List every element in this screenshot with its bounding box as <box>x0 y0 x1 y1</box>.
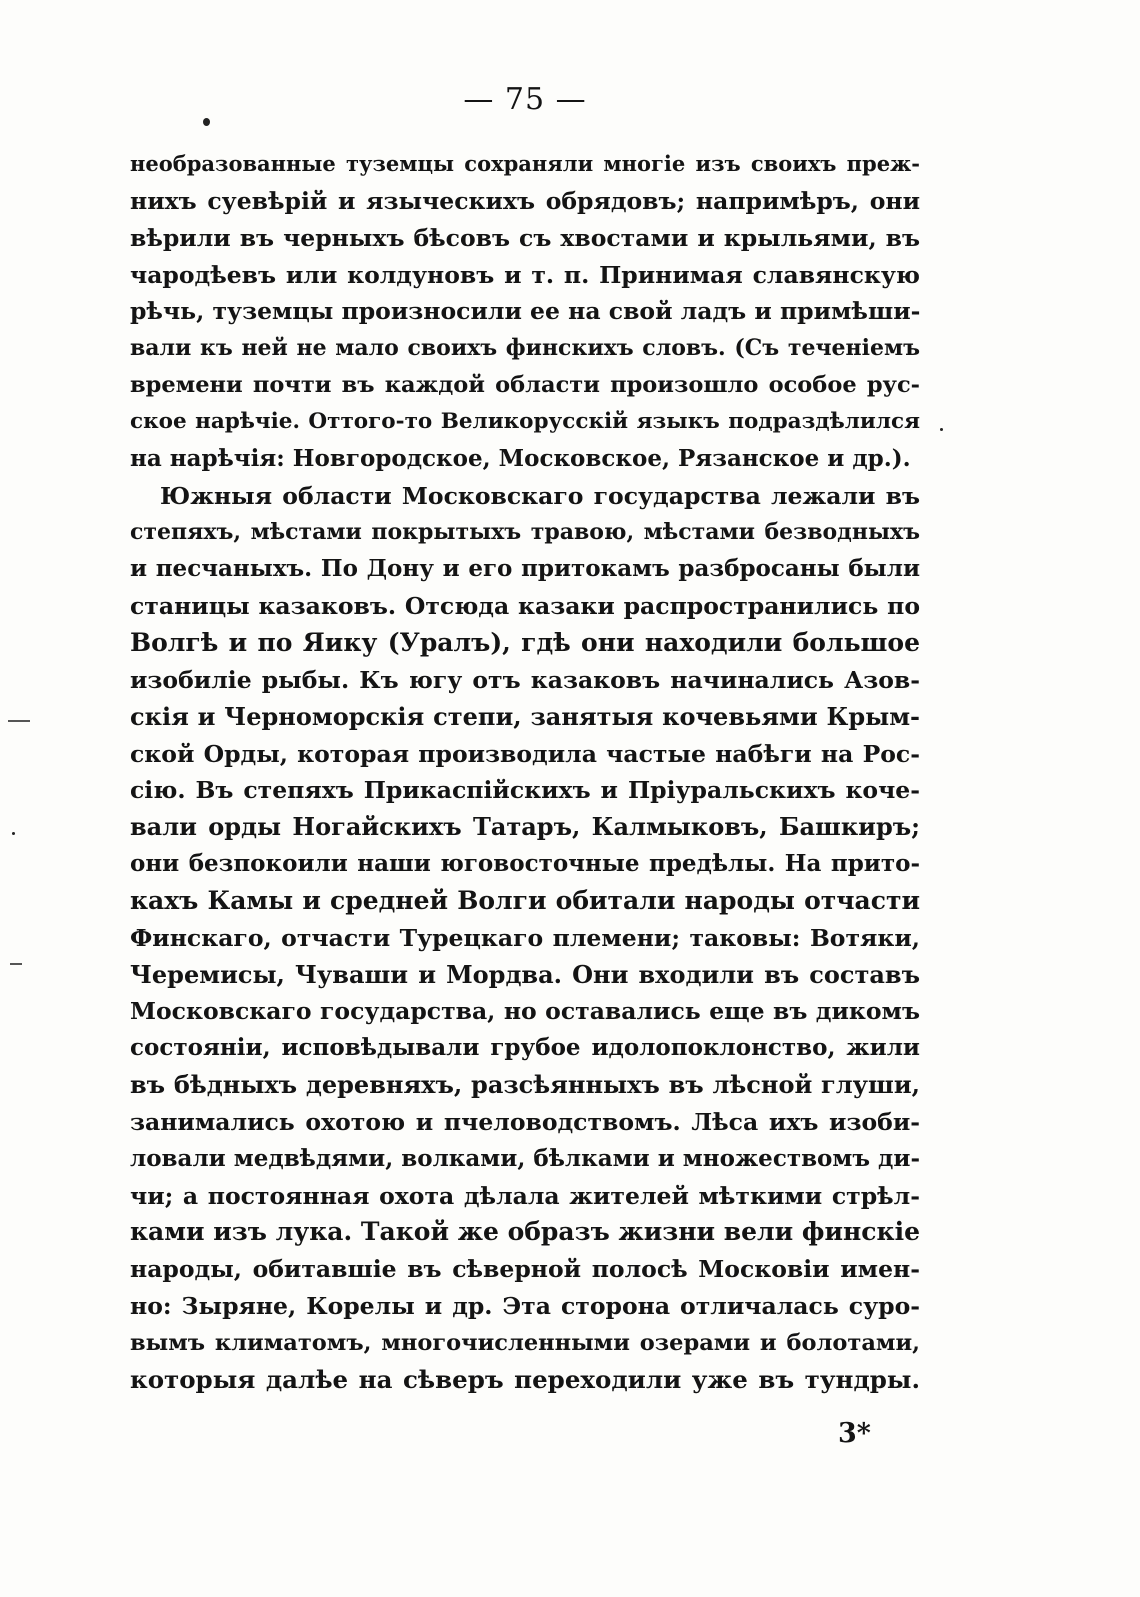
ink-speck <box>203 118 210 126</box>
scan-mark <box>8 720 30 722</box>
text-line: станицы казаковъ. Отсюда казаки распространились по <box>130 592 920 621</box>
text-line: Южныя области Московскаго государства лежали въ <box>160 481 920 510</box>
text-line: состояніи, исповѣдывали грубое идолопоклонство, жили <box>130 1034 920 1062</box>
text-line: Волгѣ и по Яику (Уралъ), гдѣ они находили большое <box>130 627 920 657</box>
text-line: и песчаныхъ. По Дону и его притокамъ разбросаны были <box>130 555 920 583</box>
text-line: сію. Въ степяхъ Прикаспійскихъ и Пріуральскихъ коче- <box>130 776 920 805</box>
text-line: времени почти въ каждой области произошло особое рус- <box>130 372 920 399</box>
text-line: скія и Черноморскія степи, занятыя кочевьями Крым- <box>130 701 920 731</box>
text-line: Черемисы, Чуваши и Мордва. Они входили въ составъ <box>130 959 920 989</box>
paragraph-2 <box>130 478 920 1399</box>
paragraph-1 <box>130 146 920 478</box>
text-line: ловали медвѣдями, волками, бѣлками и множествомъ ди- <box>130 1144 920 1172</box>
text-line: вали орды Ногайскихъ Татаръ, Калмыковъ, Башкиръ; <box>130 812 920 842</box>
text-line: народы, обитавшіе въ сѣверной полосѣ Московіи имен- <box>130 1255 920 1284</box>
text-line: вѣрили въ черныхъ бѣсовъ съ хвостами и крыльями, въ <box>130 223 920 252</box>
text-line: занимались охотою и пчеловодствомъ. Лѣса ихъ изоби- <box>130 1107 920 1136</box>
text-line: нихъ суевѣрій и языческихъ обрядовъ; напримѣръ, они <box>130 186 920 215</box>
text-line: ками изъ лука. Такой же образъ жизни вели финскіе <box>130 1217 920 1247</box>
text-line: чи; а постоянная охота дѣлала жителей мѣткими стрѣл- <box>130 1181 920 1210</box>
text-line: Московскаго государства, но оставались еще въ дикомъ <box>130 997 920 1026</box>
text-line: кахъ Камы и средней Волги обитали народы отчасти <box>130 885 920 915</box>
text-line: на нарѣчія: Новгородское, Московское, Рязанское и др.). <box>130 444 911 472</box>
text-line: необразованные туземцы сохраняли многіе изъ своихъ преж- <box>130 151 920 176</box>
text-line: ское нарѣчіе. Оттого-то Великорусскій языкъ подраздѣлился <box>130 408 920 434</box>
text-line: степяхъ, мѣстами покрытыхъ травою, мѣстами безводныхъ <box>130 519 920 546</box>
text-line: Финскаго, отчасти Турецкаго племени; таковы: Вотяки, <box>130 923 920 952</box>
text-line: но: Зыряне, Корелы и др. Эта сторона отличалась суро- <box>130 1292 920 1321</box>
ink-speck <box>12 832 15 835</box>
scan-mark <box>10 963 22 965</box>
text-line: рѣчь, туземцы произносили ее на свой ладъ и примѣши- <box>130 297 921 326</box>
text-line: вымъ климатомъ, многочисленными озерами и болотами, <box>130 1330 920 1356</box>
ink-speck <box>940 428 943 431</box>
body-text <box>130 146 920 1399</box>
text-line: вали къ ней не мало своихъ финскихъ словъ. (Съ теченіемъ <box>130 335 920 362</box>
page-number: — 75 — <box>463 82 587 117</box>
text-line: ской Орды, которая производила частые набѣги на Рос- <box>130 739 920 768</box>
text-line: изобиліе рыбы. Къ югу отъ казаковъ начинались Азов- <box>130 665 920 694</box>
text-line: чародѣевъ или колдуновъ и т. п. Принимая славянскую <box>130 260 920 289</box>
printer-signature: 3* <box>838 1418 871 1449</box>
text-line: которыя далѣе на сѣверъ переходили уже въ тундры. <box>130 1364 920 1394</box>
text-line: они безпокоили наши юговосточные предѣлы. На прито- <box>130 850 920 878</box>
text-line: въ бѣдныхъ деревняхъ, разсѣянныхъ въ лѣсной глуши, <box>130 1070 920 1100</box>
